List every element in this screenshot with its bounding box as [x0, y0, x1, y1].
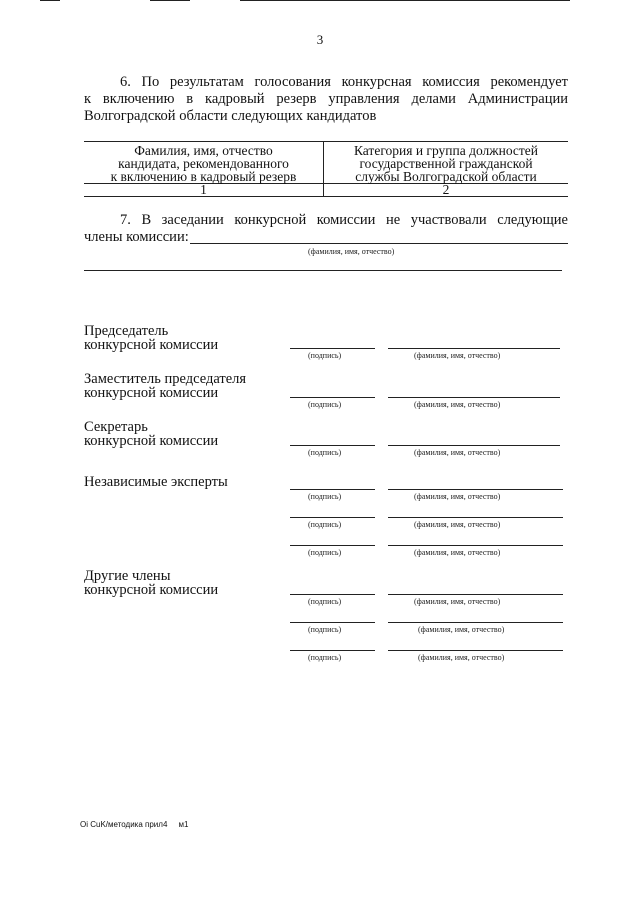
- table-number-2: 2: [324, 184, 569, 197]
- other-3-signature-hint: (подпись): [308, 653, 342, 662]
- deputy-fio-hint: (фамилия, имя, отчество): [414, 400, 501, 409]
- other-2-fio-hint: (фамилия, имя, отчество): [418, 625, 505, 634]
- other-1-signature-hint: (подпись): [308, 597, 342, 606]
- expert-1-fio-line: [388, 489, 563, 490]
- section-7-paragraph: [84, 212, 568, 229]
- deputy-signature-line: [290, 397, 375, 398]
- table-row: [84, 184, 568, 197]
- other-1-signature-line: [290, 594, 375, 595]
- deputy-signature-hint: (подпись): [308, 400, 342, 409]
- section-6-line-1: 6. По результатам голосования конкурсная комиссия рекомендует: [120, 74, 568, 90]
- secretary-fio-hint: (фамилия, имя, отчество): [414, 448, 501, 457]
- header-name-line-2: кандидата, рекомендованного: [118, 156, 289, 171]
- secretary-signature-line: [290, 445, 375, 446]
- expert-1-signature-line: [290, 489, 375, 490]
- chairman-signature-line: [290, 348, 375, 349]
- chairman-fio-hint: (фамилия, имя, отчество): [414, 351, 501, 360]
- expert-2-fio-line: [388, 517, 563, 518]
- role-secretary-line-2: конкурсной комиссии: [84, 433, 219, 449]
- header-category-line-2: государственной гражданской: [359, 156, 533, 171]
- chairman-fio-line: [388, 348, 560, 349]
- candidates-table: [84, 141, 568, 197]
- role-chairman-line-2: конкурсной комиссии: [84, 337, 219, 353]
- footer-file-reference: Oi CuK/методика прил4 м1: [80, 820, 189, 829]
- expert-3-signature-line: [290, 545, 375, 546]
- top-edge-rule-left: [40, 0, 60, 1]
- other-2-signature-hint: (подпись): [308, 625, 342, 634]
- chairman-signature-hint: (подпись): [308, 351, 342, 360]
- role-others: [84, 569, 218, 597]
- other-3-signature-line: [290, 650, 375, 651]
- role-chairman: [84, 324, 218, 352]
- expert-1-signature-hint: (подпись): [308, 492, 342, 501]
- expert-3-signature-hint: (подпись): [308, 548, 342, 557]
- top-edge-rule-mid: [150, 0, 190, 1]
- section-6-line-3: Волгоградской области следующих кандидатов: [84, 108, 377, 124]
- role-experts-line-1: Независимые эксперты: [84, 474, 228, 490]
- expert-1-fio-hint: (фамилия, имя, отчество): [414, 492, 501, 501]
- role-deputy-line-1: Заместитель председателя: [84, 371, 247, 387]
- top-edge-rule-right: [240, 0, 570, 1]
- secretary-signature-hint: (подпись): [308, 448, 342, 457]
- expert-2-fio-hint: (фамилия, имя, отчество): [414, 520, 501, 529]
- header-name-line-3: к включению в кадровый резерв: [110, 169, 297, 184]
- role-chairman-line-1: Председатель: [84, 323, 169, 339]
- other-3-fio-line: [388, 650, 563, 651]
- header-category-line-3: службы Волгоградской области: [355, 169, 537, 184]
- expert-3-fio-line: [388, 545, 563, 546]
- absent-members-line-2: [84, 270, 562, 271]
- role-deputy-line-2: конкурсной комиссии: [84, 385, 219, 401]
- absent-members-line-1: [190, 243, 568, 244]
- other-2-signature-line: [290, 622, 375, 623]
- role-secretary-line-1: Секретарь: [84, 419, 148, 435]
- table-header-category: [324, 142, 569, 184]
- other-3-fio-hint: (фамилия, имя, отчество): [418, 653, 505, 662]
- role-experts: [84, 475, 228, 489]
- role-others-line-1: Другие члены: [84, 568, 171, 584]
- section-6-paragraph: [84, 74, 568, 125]
- section-7-line-2: члены комиссии:: [84, 229, 189, 245]
- absent-fio-hint: (фамилия, имя, отчество): [308, 247, 395, 256]
- header-name-line-1: Фамилия, имя, отчество: [134, 143, 273, 158]
- table-header-name: [84, 142, 324, 184]
- expert-2-signature-hint: (подпись): [308, 520, 342, 529]
- section-7-line-1: 7. В заседании конкурсной комиссии не участвовали следующие: [120, 212, 568, 228]
- expert-2-signature-line: [290, 517, 375, 518]
- expert-3-fio-hint: (фамилия, имя, отчество): [414, 548, 501, 557]
- section-6-line-2: к включению в кадровый резерв управления делами Администрации: [84, 91, 568, 107]
- other-1-fio-line: [388, 594, 563, 595]
- role-secretary: [84, 420, 218, 448]
- table-number-1: 1: [200, 182, 207, 197]
- secretary-fio-line: [388, 445, 560, 446]
- deputy-fio-line: [388, 397, 560, 398]
- role-others-line-2: конкурсной комиссии: [84, 582, 219, 598]
- other-2-fio-line: [388, 622, 563, 623]
- other-1-fio-hint: (фамилия, имя, отчество): [414, 597, 501, 606]
- header-category-line-1: Категория и группа должностей: [353, 143, 539, 158]
- page-number: 3: [316, 32, 324, 47]
- role-deputy: [84, 372, 246, 400]
